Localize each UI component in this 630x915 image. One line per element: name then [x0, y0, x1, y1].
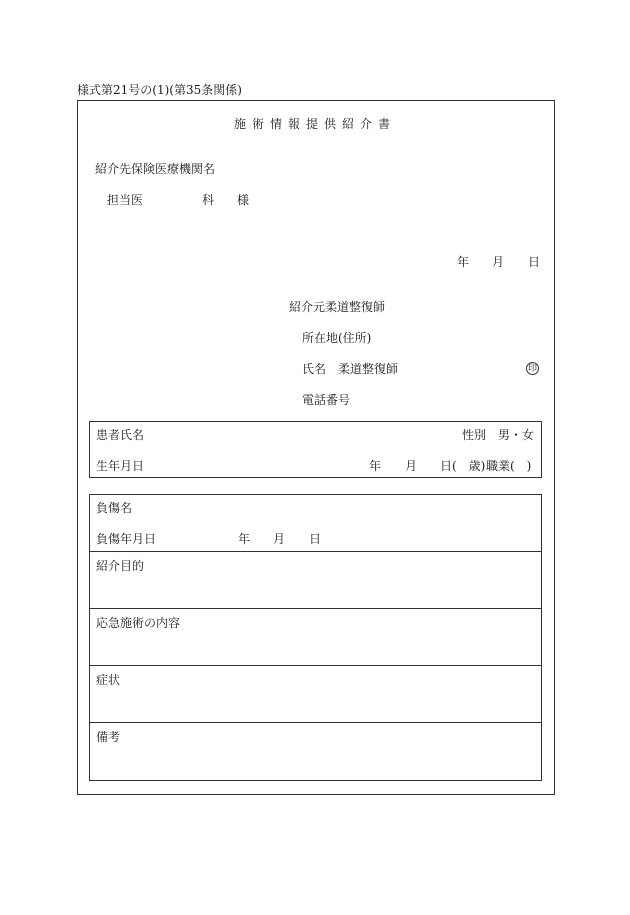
injury-name-label: 負傷名 — [96, 501, 133, 515]
section-remarks-label: 備考 — [96, 730, 121, 744]
recipient-honorific: 様 — [237, 193, 250, 207]
date-year-label: 年 — [457, 255, 470, 269]
patient-sex-label: 性別 男・女 — [462, 428, 535, 442]
recipient-institution-label: 紹介先保険医療機関名 — [95, 162, 216, 176]
patient-birth-day-age: 日( 歳) — [440, 459, 486, 473]
divider-emergency — [89, 608, 542, 609]
divider-remarks — [89, 722, 542, 723]
section-purpose-label: 紹介目的 — [96, 559, 145, 573]
section-emergency-label: 応急施術の内容 — [96, 616, 181, 630]
page-title: 施術情報提供紹介書 — [233, 117, 396, 131]
sender-heading: 紹介元柔道整復師 — [289, 300, 386, 314]
injury-date-year: 年 — [238, 532, 251, 546]
sender-name-label: 氏名 柔道整復師 — [302, 362, 399, 376]
recipient-doctor-label: 担当医 — [107, 193, 144, 207]
recipient-department-label: 科 — [202, 193, 215, 207]
injury-date-label: 負傷年月日 — [96, 532, 157, 546]
patient-birth-year: 年 — [369, 459, 382, 473]
sender-address-label: 所在地(住所) — [302, 331, 372, 345]
sender-phone-label: 電話番号 — [302, 393, 351, 407]
injury-date-month: 月 — [273, 532, 286, 546]
section-symptoms-label: 症状 — [96, 673, 121, 687]
date-day-label: 日 — [528, 255, 541, 269]
divider-purpose — [89, 551, 542, 552]
divider-symptoms — [89, 665, 542, 666]
date-month-label: 月 — [492, 255, 505, 269]
injury-date-day: 日 — [309, 532, 322, 546]
patient-occupation: 職業( ) — [486, 459, 532, 473]
seal-mark-icon: 印 — [527, 364, 537, 374]
patient-name-label: 患者氏名 — [96, 428, 145, 442]
form-number: 様式第21号の(1)(第35条関係) — [77, 83, 242, 97]
patient-birth-label: 生年月日 — [96, 459, 145, 473]
patient-birth-month: 月 — [405, 459, 418, 473]
